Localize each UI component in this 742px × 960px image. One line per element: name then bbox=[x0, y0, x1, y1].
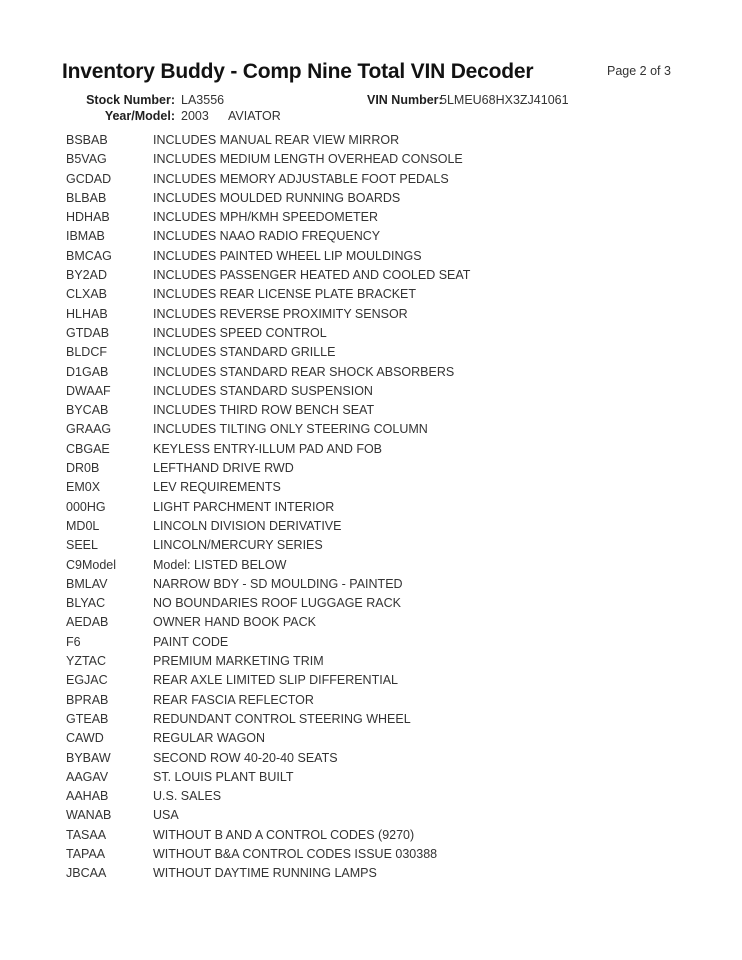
option-code: BSBAB bbox=[66, 133, 108, 147]
vin-number-label: VIN Number: bbox=[367, 93, 443, 107]
vin-options-list bbox=[66, 131, 706, 884]
option-code: AAHAB bbox=[66, 789, 109, 804]
option-description: REGULAR WAGON bbox=[153, 731, 266, 746]
option-code: DWAAF bbox=[66, 383, 111, 398]
option-description: Model: LISTED BELOW bbox=[153, 557, 287, 572]
option-code: 000HG bbox=[66, 499, 106, 514]
option-code: DR0B bbox=[66, 461, 100, 476]
table-row bbox=[66, 131, 706, 150]
table-row bbox=[66, 691, 706, 710]
option-code: EGJAC bbox=[66, 673, 108, 688]
model-value: AVIATOR bbox=[228, 109, 281, 123]
option-code: YZTAC bbox=[66, 654, 107, 669]
table-row bbox=[66, 324, 706, 343]
option-code: AAGAV bbox=[66, 769, 109, 784]
table-row bbox=[66, 768, 706, 787]
table-row bbox=[66, 749, 706, 768]
table-row bbox=[66, 613, 706, 632]
page-title: Inventory Buddy - Comp Nine Total VIN Decoder bbox=[62, 60, 534, 83]
option-code: GTDAB bbox=[66, 325, 110, 340]
option-description: WITHOUT B AND A CONTROL CODES (9270) bbox=[153, 827, 415, 842]
option-code: GRAAG bbox=[66, 422, 112, 437]
option-description: INCLUDES REVERSE PROXIMITY SENSOR bbox=[153, 306, 408, 321]
table-row bbox=[66, 826, 706, 845]
option-code: B5VAG bbox=[66, 152, 107, 167]
table-row bbox=[66, 594, 706, 613]
option-description: INCLUDES PAINTED WHEEL LIP MOULDINGS bbox=[153, 248, 422, 263]
table-row bbox=[66, 652, 706, 671]
option-description: INCLUDES PASSENGER HEATED AND COOLED SEAT bbox=[153, 268, 471, 283]
option-code: MD0L bbox=[66, 518, 100, 533]
option-description: INCLUDES NAAO RADIO FREQUENCY bbox=[153, 229, 381, 244]
table-row bbox=[66, 864, 706, 883]
option-description: REAR FASCIA REFLECTOR bbox=[153, 692, 314, 707]
option-description: KEYLESS ENTRY-ILLUM PAD AND FOB bbox=[153, 441, 383, 456]
option-description: LIGHT PARCHMENT INTERIOR bbox=[153, 499, 335, 514]
option-code: CBGAE bbox=[66, 441, 110, 456]
option-description: INCLUDES TILTING ONLY STEERING COLUMN bbox=[153, 422, 428, 437]
option-code: BPRAB bbox=[66, 692, 109, 707]
table-row bbox=[66, 170, 706, 189]
page-indicator: Page 2 of 3 bbox=[607, 64, 671, 78]
option-code: C9Model bbox=[66, 557, 117, 572]
option-code: F6 bbox=[66, 634, 81, 649]
table-row bbox=[66, 266, 706, 285]
table-row bbox=[66, 845, 706, 864]
option-code: BYCAB bbox=[66, 403, 109, 418]
table-row bbox=[66, 189, 706, 208]
option-code: BLDCF bbox=[66, 345, 107, 360]
option-code: BLYAC bbox=[66, 596, 106, 611]
option-code: D1GAB bbox=[66, 364, 109, 379]
table-row bbox=[66, 382, 706, 401]
option-description: SECOND ROW 40-20-40 SEATS bbox=[153, 750, 338, 765]
stock-number-value: LA3556 bbox=[181, 93, 225, 107]
option-code: BY2AD bbox=[66, 268, 107, 283]
table-row bbox=[66, 285, 706, 304]
option-description: PAINT CODE bbox=[153, 634, 229, 649]
table-row bbox=[66, 420, 706, 439]
table-row bbox=[66, 459, 706, 478]
table-row bbox=[66, 227, 706, 246]
option-code: BMLAV bbox=[66, 576, 108, 591]
option-description: LEV REQUIREMENTS bbox=[153, 480, 281, 495]
option-code: HLHAB bbox=[66, 306, 108, 321]
table-row bbox=[66, 305, 706, 324]
table-row bbox=[66, 536, 706, 555]
option-code: JBCAA bbox=[66, 866, 107, 881]
year-model-label: Year/Model: bbox=[104, 109, 175, 123]
option-description: INCLUDES REAR LICENSE PLATE BRACKET bbox=[153, 287, 417, 302]
option-description: INCLUDES STANDARD GRILLE bbox=[153, 345, 336, 360]
table-row bbox=[66, 208, 706, 227]
option-description: OWNER HAND BOOK PACK bbox=[153, 615, 316, 630]
table-row bbox=[66, 729, 706, 748]
option-description: ST. LOUIS PLANT BUILT bbox=[153, 769, 294, 784]
option-description: INCLUDES STANDARD REAR SHOCK ABSORBERS bbox=[153, 364, 455, 379]
option-code: EM0X bbox=[66, 480, 101, 495]
option-code: CLXAB bbox=[66, 287, 107, 302]
table-row bbox=[66, 710, 706, 729]
option-description: U.S. SALES bbox=[153, 789, 222, 804]
option-code: AEDAB bbox=[66, 615, 109, 630]
table-row bbox=[66, 787, 706, 806]
table-row bbox=[66, 633, 706, 652]
table-row bbox=[66, 343, 706, 362]
option-description: NARROW BDY - SD MOULDING - PAINTED bbox=[153, 576, 403, 591]
table-row bbox=[66, 671, 706, 690]
year-value: 2003 bbox=[181, 109, 209, 123]
option-description: WITHOUT DAYTIME RUNNING LAMPS bbox=[153, 866, 377, 881]
option-description: NO BOUNDARIES ROOF LUGGAGE RACK bbox=[153, 596, 401, 611]
option-code: BMCAG bbox=[66, 248, 112, 263]
option-code: TASAA bbox=[66, 827, 107, 842]
option-description: LEFTHAND DRIVE RWD bbox=[153, 461, 294, 476]
option-description: INCLUDES STANDARD SUSPENSION bbox=[153, 383, 373, 398]
table-row bbox=[66, 401, 706, 420]
option-code: CAWD bbox=[66, 731, 104, 746]
table-row bbox=[66, 478, 706, 497]
option-code: IBMAB bbox=[66, 229, 105, 244]
option-description: INCLUDES SPEED CONTROL bbox=[153, 325, 327, 340]
table-row bbox=[66, 806, 706, 825]
table-row bbox=[66, 440, 706, 459]
vin-number-value: 5LMEU68HX3ZJ41061 bbox=[440, 93, 569, 107]
option-description: USA bbox=[153, 808, 179, 823]
table-row bbox=[66, 575, 706, 594]
option-code: BYBAW bbox=[66, 750, 111, 765]
option-description: REAR AXLE LIMITED SLIP DIFFERENTIAL bbox=[153, 673, 398, 688]
table-row bbox=[66, 556, 706, 575]
table-row bbox=[66, 517, 706, 536]
table-row bbox=[66, 363, 706, 382]
option-code: GTEAB bbox=[66, 711, 109, 726]
option-code: TAPAA bbox=[66, 846, 106, 861]
option-description: INCLUDES MEMORY ADJUSTABLE FOOT PEDALS bbox=[153, 171, 449, 186]
option-description: LINCOLN/MERCURY SERIES bbox=[153, 538, 323, 553]
option-description: INCLUDES MOULDED RUNNING BOARDS bbox=[153, 190, 401, 205]
option-code: HDHAB bbox=[66, 210, 110, 225]
option-code: BLBAB bbox=[66, 190, 107, 205]
stock-number-label: Stock Number: bbox=[86, 93, 175, 107]
option-description: WITHOUT B&A CONTROL CODES ISSUE 030388 bbox=[153, 846, 438, 861]
option-description: INCLUDES MPH/KMH SPEEDOMETER bbox=[153, 210, 379, 225]
option-description: INCLUDES THIRD ROW BENCH SEAT bbox=[153, 403, 375, 418]
option-description: PREMIUM MARKETING TRIM bbox=[153, 654, 324, 669]
table-row bbox=[66, 247, 706, 266]
option-code: WANAB bbox=[66, 808, 112, 823]
option-description: INCLUDES MEDIUM LENGTH OVERHEAD CONSOLE bbox=[153, 152, 463, 167]
table-row bbox=[66, 498, 706, 517]
table-row bbox=[66, 150, 706, 169]
option-description: LINCOLN DIVISION DERIVATIVE bbox=[153, 518, 342, 533]
option-description: INCLUDES MANUAL REAR VIEW MIRROR bbox=[153, 133, 400, 147]
option-code: SEEL bbox=[66, 538, 98, 553]
option-description: REDUNDANT CONTROL STEERING WHEEL bbox=[153, 711, 411, 726]
option-code: GCDAD bbox=[66, 171, 112, 186]
